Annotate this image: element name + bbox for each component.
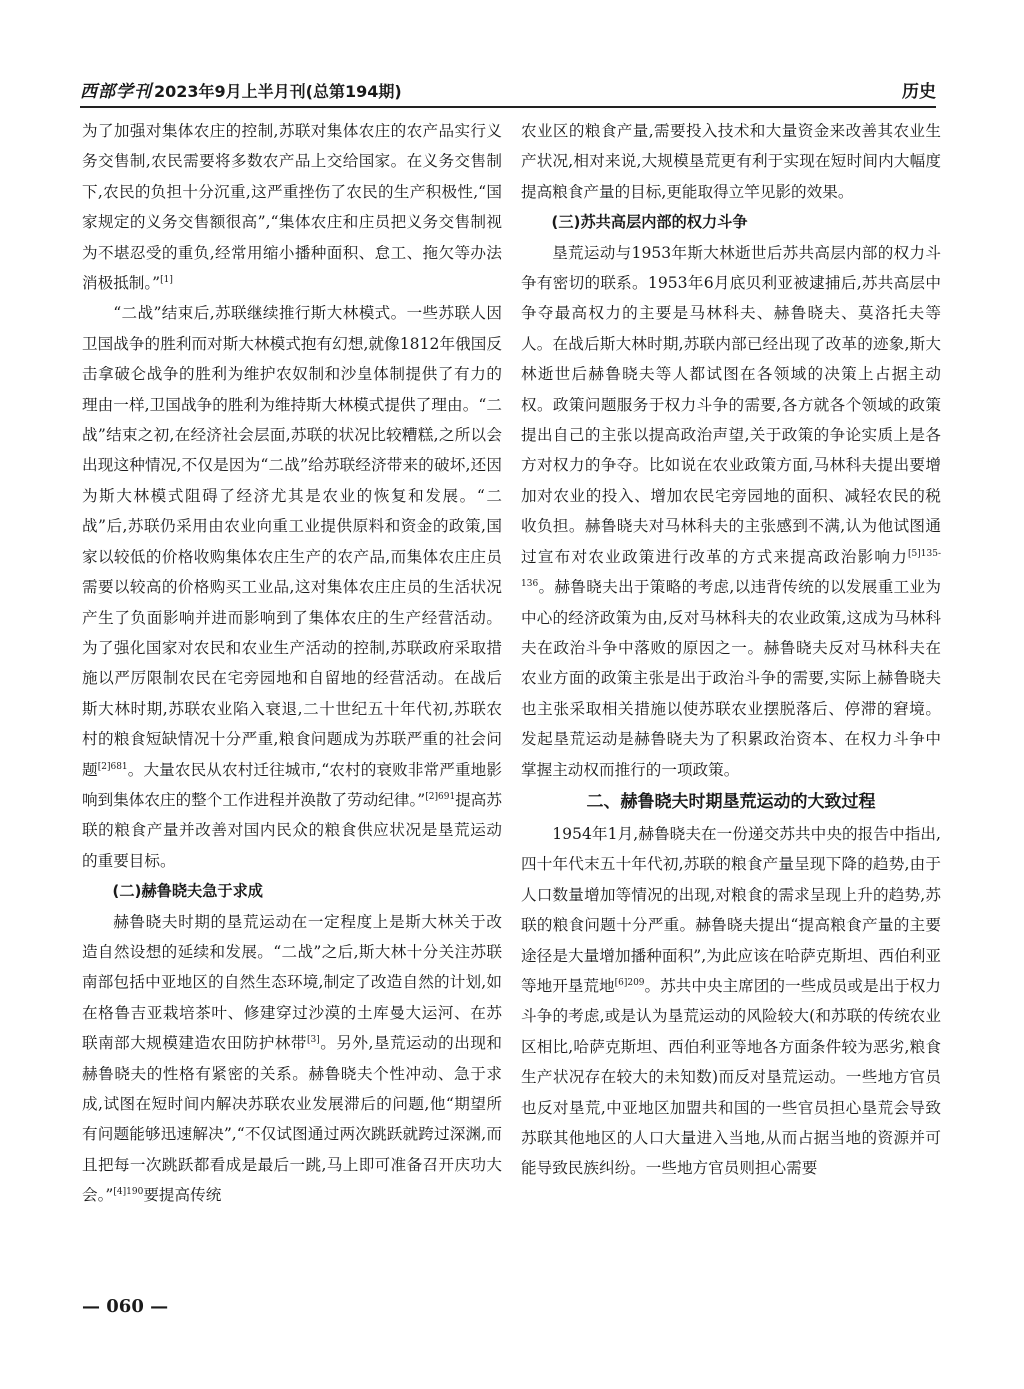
paragraph [521,238,941,785]
paragraph [82,116,502,298]
paragraph-text: 提高苏联的粮食产量并改善对国内民众的粮食供应状况是垦荒运动的重要目标。 [82,790,502,870]
paragraph [82,298,502,876]
paragraph [521,819,941,1184]
paragraph: 农业区的粮食产量,需要投入技术和大量资金来改善其农业生产状况,相对来说,大规模垦荒更有利于实现在短时间内大幅度提高粮食产量的目标,更能取得立竿见影的效果。 [521,122,941,201]
right-column [521,116,941,1184]
paragraph-text: 。另外,垦荒运动的出现和赫鲁晓夫的性格有紧密的关系。赫鲁晓夫个性冲动、急于求成,试图在短时间内解决苏联农业发展滞后的问题,他“期望所有问题能够迅速解决”,“不仅试图通过两次跳跃就跨过深渊,而且把每一次跳跃都看成是最后一跳,马上即可准备召开庆功大会。” [82,1034,502,1205]
citation: [2]691 [425,791,456,802]
subsection-heading: (二)赫鲁晓夫急于求成 [112,882,263,901]
paragraph-text: 垦荒运动与1953年斯大林逝世后苏共高层内部的权力斗争有密切的联系。1953年6月底贝利亚被逮捕后,苏共高层中争夺最高权力的主要是马林科夫、赫鲁晓夫、莫洛托夫等人。在战后斯大林时期,苏联内部已经出现了改革的迹象,斯大林逝世后赫鲁晓夫等人都试图在各领域的决策上占据主动权。政策问题服务于权力斗争的需要,各方就各个领域的政策提出自己的主张以提高政治声望,关于政策的争论实质上是各方对权力的争夺。比如说在农业政策方面,马林科夫提出要增加对农业的投入、增加农民宅旁园地的面积、减轻农民的税收负担。赫鲁晓夫对马林科夫的主张感到不满,认为他试图通过宣布对农业政策进行改革的方式来提高政治影响力 [521,243,941,566]
issue-info: 2023年9月上半月刊(总第194期) [154,82,402,101]
citation: [1] [160,274,173,285]
citation: [2]681 [97,761,128,772]
running-header [80,72,936,108]
citation: [6]209 [614,977,645,988]
section-name: 历史 [902,82,936,102]
journal-logo: 西部学刊 [80,82,152,102]
paragraph-text: “二战”结束后,苏联继续推行斯大林模式。一些苏联人因卫国战争的胜利而对斯大林模式抱有幻想,就像1812年俄国反击拿破仑战争的胜利为维护农奴制和沙皇体制提供了有力的理由一样,卫国战争的胜利为维持斯大林模式提供了理由。“二战”结束之初,在经济社会层面,苏联的状况比较糟糕,之所以会出现这种情况,不仅是因为“二战”给苏联经济带来的破坏,还因为斯大林模式阻碍了经济尤其是农业的恢复和发展。“二战”后,苏联仍采用由农业向重工业提供原料和资金的政策,国家以较低的价格收购集体农庄生产的农产品,而集体农庄庄员需要以较高的价格购买工业品,这对集体农庄庄员的生活状况产生了负面影响并进而影响到了集体农庄的生产经营活动。为了强化国家对农民和农业生产活动的控制,苏联政府采取措施以严厉限制农民在宅旁园地和自留地的经营活动。在战后斯大林时期,苏联农业陷入衰退,二十世纪五十年代初,苏联农村的粮食短缺情况十分严重,粮食问题成为苏联严重的社会问题 [82,304,502,779]
section-heading: 二、赫鲁晓夫时期垦荒运动的大致过程 [586,791,876,812]
subsection-heading: (三)苏共高层内部的权力斗争 [551,213,748,232]
paragraph [82,907,502,1211]
left-column [82,116,502,1211]
citation: [4]190 [113,1187,144,1198]
paragraph-text: 要提高传统 [143,1186,222,1205]
paragraph-text: 。赫鲁晓夫出于策略的考虑,以违背传统的以发展重工业为中心的经济政策为由,反对马林科夫的农业政策,这成为马林科夫在政治斗争中落败的原因之一。赫鲁晓夫反对马林科夫在农业方面的政策主张是出于政治斗争的需要,实际上赫鲁晓夫也主张采取相关措施以使苏联农业摆脱落后、停滞的窘境。发起垦荒运动是赫鲁晓夫为了积累政治资本、在权力斗争中掌握主动权而推行的一项政策。 [521,578,941,779]
paragraph-text: 赫鲁晓夫时期的垦荒运动在一定程度上是斯大林关于改造自然设想的延续和发展。“二战”之后,斯大林十分关注苏联南部包括中亚地区的自然生态环境,制定了改造自然的计划,如在格鲁吉亚栽培茶叶、修建穿过沙漠的土库曼大运河、在苏联南部大规模建造农田防护林带 [82,912,502,1053]
paragraph-text: 。大量农民从农村迁往城市,“农村的衰败非常严重地影响到集体农庄的整个工作进程并涣散了劳动纪律。” [82,760,502,809]
paragraph-text: 。苏共中央主席团的一些成员或是出于权力斗争的考虑,或是认为垦荒运动的风险较大(和苏联的传统农业区相比,哈萨克斯坦、西伯利亚等地各方面条件较为恶劣,粮食生产状况存在较大的未知数)而反对垦荒运动。一些地方官员也反对垦荒,中亚地区加盟共和国的一些官员担心垦荒会导致苏联其他地区的人口大量进入当地,从而占据当地的资源并可能导致民族纠纷。一些地方官员则担心需要 [521,976,941,1178]
paragraph-text: 为了加强对集体农庄的控制,苏联对集体农庄的农产品实行义务交售制,农民需要将多数农产品上交给国家。在义务交售制下,农民的负担十分沉重,这严重挫伤了农民的生产积极性,“国家规定的义务交售额很高”,“集体农庄和庄员把义务交售制视为不堪忍受的重负,经常用缩小播种面积、怠工、拖欠等办法消极抵制。” [82,122,502,293]
page-number: — 060 — [82,1296,169,1317]
citation: [5]135-136 [521,548,941,589]
citation: [3] [307,1035,320,1045]
paragraph-text: 1954年1月,赫鲁晓夫在一份递交苏共中央的报告中指出,四十年代末五十年代初,苏联的粮食产量呈现下降的趋势,由于人口数量增加等情况的出现,对粮食的需求呈现上升的趋势,苏联的粮食问题十分严重。赫鲁晓夫提出“提高粮食产量的主要途径是大量增加播种面积”,为此应该在哈萨克斯坦、西伯利亚等地开垦荒地 [521,824,941,995]
